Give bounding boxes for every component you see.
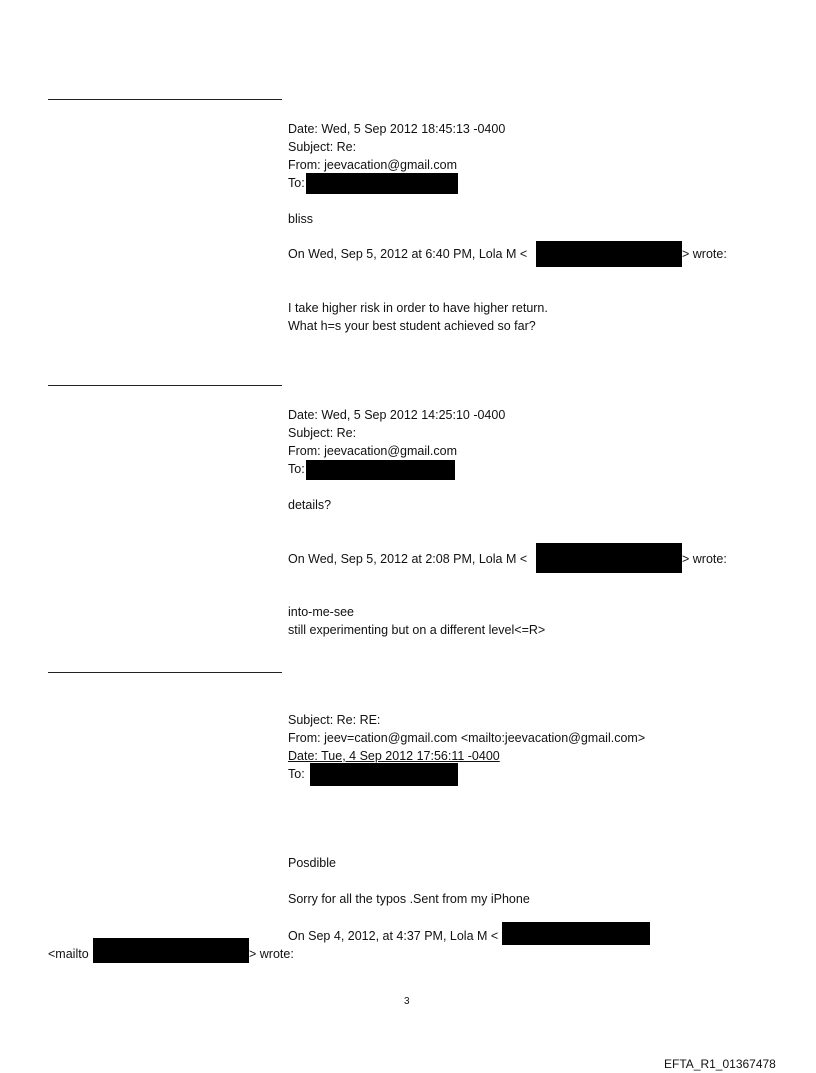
- redaction-box: [536, 543, 682, 573]
- email-to-label: To:: [288, 176, 305, 190]
- email-from: From: jeevacation@gmail.com: [288, 158, 457, 172]
- email-body: Posdible: [288, 856, 336, 870]
- quote-header: On Wed, Sep 5, 2012 at 6:40 PM, Lola M <: [288, 247, 528, 261]
- email-body: Sorry for all the typos .Sent from my iPhone: [288, 892, 530, 906]
- quote-header-suffix: > wrote:: [249, 947, 294, 961]
- document-id: EFTA_R1_01367478: [664, 1057, 776, 1071]
- email-to-label: To:: [288, 767, 305, 781]
- email-subject: Subject: Re:: [288, 426, 357, 440]
- email-from: From: jeevacation@gmail.com: [288, 444, 457, 458]
- redaction-box: [306, 173, 458, 194]
- redaction-box: [536, 241, 682, 267]
- mailto-prefix: <mailto: [48, 947, 89, 961]
- quote-header-suffix: > wrote:: [682, 247, 727, 261]
- email-date: Date: Wed, 5 Sep 2012 18:45:13 -0400: [288, 122, 506, 136]
- quote-header: On Sep 4, 2012, at 4:37 PM, Lola M <: [288, 929, 499, 943]
- quote-header: On Wed, Sep 5, 2012 at 2:08 PM, Lola M <: [288, 552, 528, 566]
- email-body: bliss: [288, 212, 314, 226]
- email-subject: Subject: Re:: [288, 140, 357, 154]
- quoted-text: I take higher risk in order to have higher return.: [288, 301, 548, 315]
- email-date: Date: Tue, 4 Sep 2012 17:56:11 -0400: [288, 749, 500, 763]
- separator-rule: [48, 99, 282, 100]
- quoted-text: What h=s your best student achieved so far?: [288, 319, 536, 333]
- quoted-text: into-me-see: [288, 605, 354, 619]
- redaction-box: [93, 938, 249, 963]
- redaction-box: [502, 922, 650, 945]
- separator-rule: [48, 672, 282, 673]
- email-date: Date: Wed, 5 Sep 2012 14:25:10 -0400: [288, 408, 506, 422]
- quote-header-suffix: > wrote:: [682, 552, 727, 566]
- email-body: details?: [288, 498, 332, 512]
- quoted-text: still experimenting but on a different level<=R>: [288, 623, 546, 637]
- separator-rule: [48, 385, 282, 386]
- email-from: From: jeev=cation@gmail.com <mailto:jeevacation@gmail.com>: [288, 731, 646, 745]
- email-to-label: To:: [288, 462, 305, 476]
- email-subject: Subject: Re: RE:: [288, 713, 381, 727]
- redaction-box: [306, 460, 455, 480]
- redaction-box: [310, 763, 458, 786]
- page-number: 3: [404, 996, 410, 1007]
